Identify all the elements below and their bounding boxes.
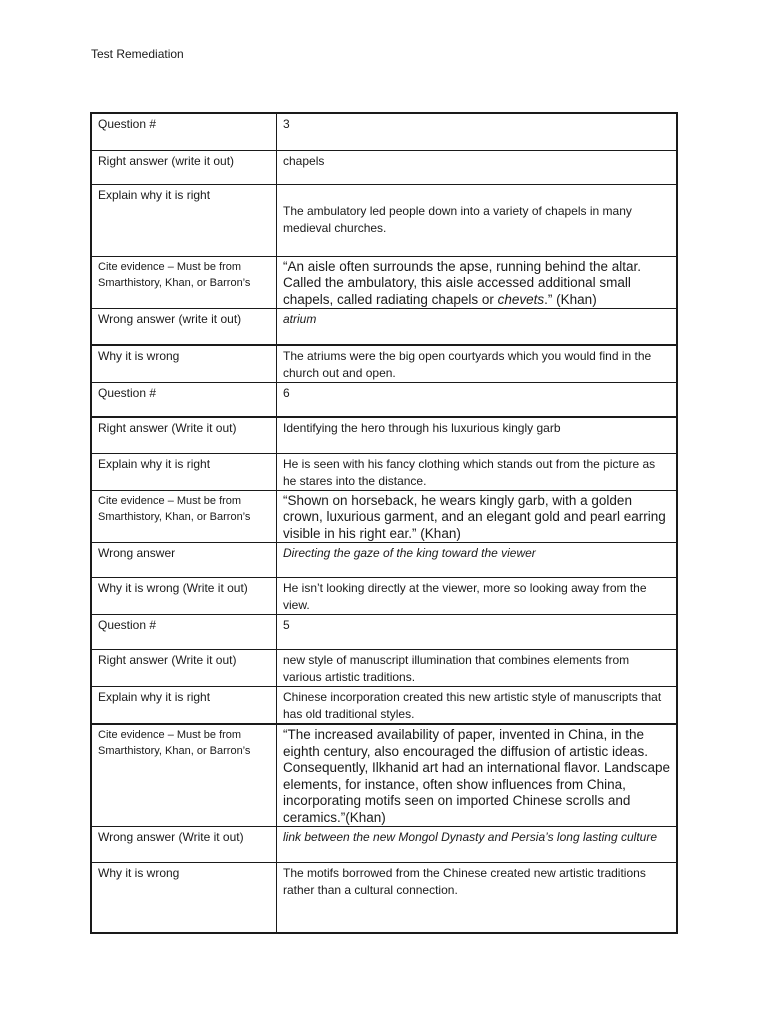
table-row [91, 615, 677, 650]
table-row [91, 543, 677, 578]
row-label: Question # [91, 615, 277, 650]
row-value: The motifs borrowed from the Chinese created new artistic traditions rather than a cultural connection. [277, 863, 678, 933]
row-label: Explain why it is right [91, 453, 277, 490]
remediation-table [90, 112, 678, 934]
row-value: link between the new Mongol Dynasty and Persia’s long lasting culture [277, 827, 678, 863]
row-label: Why it is wrong (Write it out) [91, 578, 277, 615]
table-row [91, 382, 677, 417]
row-value: 6 [277, 382, 678, 417]
row-value: The atriums were the big open courtyards which you would find in the church out and open. [277, 345, 678, 383]
row-value: The ambulatory led people down into a variety of chapels in many medieval churches. [277, 184, 678, 256]
table-row [91, 184, 677, 256]
row-value: 5 [277, 615, 678, 650]
row-label: Explain why it is right [91, 687, 277, 725]
quote-text: “An aisle often surrounds the apse, running behind the altar. Called the ambulatory, this aisle accessed additional small chapels, called radiating chapels or [283, 258, 641, 307]
row-value: 3 [277, 113, 678, 150]
row-label: Right answer (Write it out) [91, 417, 277, 453]
row-label: Wrong answer (write it out) [91, 309, 277, 345]
quote-emphasis: chevets [497, 291, 545, 307]
row-value: “The increased availability of paper, invented in China, in the eighth century, also encouraged the diffusion of artistic ideas. Consequently, Ilkhanid art had an international flavor. Landscape elements, for instance, often show influences from China, incorporating motifs seen on imported Chinese scrolls and ceramics.”(Khan) [277, 724, 678, 827]
row-value: Directing the gaze of the king toward the viewer [277, 543, 678, 578]
row-label: Cite evidence – Must be from Smarthistory, Khan, or Barron’s [91, 490, 277, 543]
row-value: He is seen with his fancy clothing which stands out from the picture as he stares into the distance. [277, 453, 678, 490]
table-row [91, 863, 677, 933]
row-label: Why it is wrong [91, 863, 277, 933]
row-value: Identifying the hero through his luxurious kingly garb [277, 417, 678, 453]
row-label: Question # [91, 382, 277, 417]
table-row [91, 345, 677, 383]
table-row [91, 650, 677, 687]
row-label: Question # [91, 113, 277, 150]
row-label: Wrong answer (Write it out) [91, 827, 277, 863]
table-row [91, 113, 677, 150]
table-row [91, 724, 677, 827]
row-value: atrium [277, 309, 678, 345]
document-title: Test Remediation [91, 47, 184, 61]
table-row [91, 150, 677, 184]
row-value [277, 256, 678, 309]
row-label: Why it is wrong [91, 345, 277, 383]
row-label: Right answer (Write it out) [91, 650, 277, 687]
row-label: Cite evidence – Must be from Smarthistory, Khan, or Barron’s [91, 724, 277, 827]
row-label: Explain why it is right [91, 184, 277, 256]
table-row [91, 687, 677, 725]
row-value: new style of manuscript illumination that combines elements from various artistic traditions. [277, 650, 678, 687]
row-value: He isn’t looking directly at the viewer, more so looking away from the view. [277, 578, 678, 615]
table-row [91, 827, 677, 863]
table-row [91, 578, 677, 615]
row-value: Chinese incorporation created this new artistic style of manuscripts that has old traditional styles. [277, 687, 678, 725]
row-value: chapels [277, 150, 678, 184]
table-row [91, 490, 677, 543]
row-label: Wrong answer [91, 543, 277, 578]
row-label: Cite evidence – Must be from Smarthistory, Khan, or Barron’s [91, 256, 277, 309]
table-row [91, 309, 677, 345]
row-label: Right answer (write it out) [91, 150, 277, 184]
table-row [91, 256, 677, 309]
table-row [91, 453, 677, 490]
row-value: “Shown on horseback, he wears kingly garb, with a golden crown, luxurious garment, and an elegant gold and pearl earring visible in his right ear.” (Khan) [277, 490, 678, 543]
table-row [91, 417, 677, 453]
quote-text-end: .” (Khan) [544, 291, 597, 307]
